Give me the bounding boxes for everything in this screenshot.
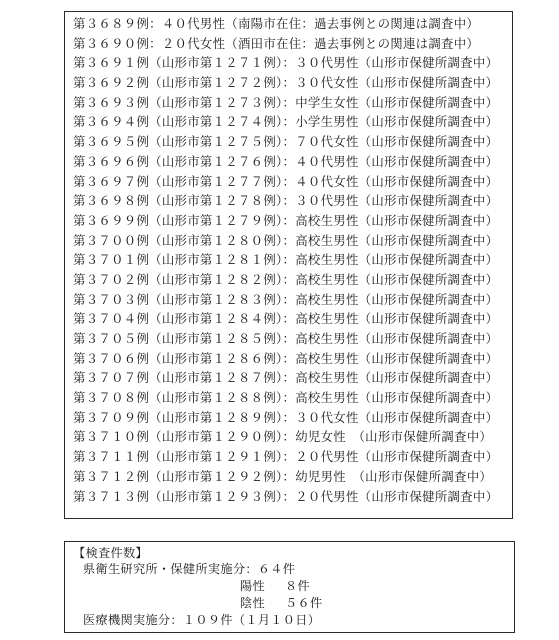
case-list	[64, 11, 513, 519]
case-row: 第３７０１例（山形市第１２８１例）：高校生男性（山形市保健所調査中）	[73, 252, 499, 268]
negative-label: 陰性	[240, 596, 265, 610]
case-row: 第３６９２例（山形市第１２７２例）：３０代女性（山形市保健所調査中）	[73, 75, 499, 91]
case-row: 第３７１２例（山形市第１２９２例）：幼児男性 （山形市保健所調査中）	[73, 468, 493, 484]
case-row: 第３７０８例（山形市第１２８８例）：高校生男性（山形市保健所調査中）	[73, 390, 499, 406]
case-row: 第３７１３例（山形市第１２９３例）：２０代男性（山形市保健所調査中）	[73, 488, 499, 504]
case-row: 第３７１１例（山形市第１２９１例）：２０代男性（山形市保健所調査中）	[73, 449, 499, 465]
negative-count	[240, 595, 322, 611]
case-row: 第３７００例（山形市第１２８０例）：高校生男性（山形市保健所調査中）	[73, 232, 499, 248]
case-row: 第３６８９例：４０代男性（南陽市在住：過去事例との関連は調査中）	[73, 16, 480, 31]
case-row: 第３６９６例（山形市第１２７６例）：４０代男性（山形市保健所調査中）	[73, 153, 499, 169]
case-row: 第３７０４例（山形市第１２８４例）：高校生男性（山形市保健所調査中）	[73, 311, 499, 327]
case-row: 第３６９８例（山形市第１２７８例）：３０代男性（山形市保健所調査中）	[73, 193, 499, 209]
case-row: 第３６９１例（山形市第１２７１例）：３０代男性（山形市保健所調査中）	[73, 55, 499, 71]
case-row: 第３７０７例（山形市第１２８７例）：高校生男性（山形市保健所調査中）	[73, 370, 499, 386]
positive-count	[240, 578, 310, 594]
case-row: 第３７０２例（山形市第１２８２例）：高校生男性（山形市保健所調査中）	[73, 271, 499, 287]
case-row: 第３６９５例（山形市第１２７５例）：７０代女性（山形市保健所調査中）	[73, 134, 499, 150]
case-row: 第３６９７例（山形市第１２７７例）：４０代女性（山形市保健所調査中）	[73, 173, 499, 189]
test-count-box	[64, 541, 515, 633]
positive-label: 陽性	[240, 579, 265, 593]
case-row: 第３６９３例（山形市第１２７３例）：中学生女性（山形市保健所調査中）	[73, 94, 499, 110]
case-row: 第３７０９例（山形市第１２８９例）：３０代女性（山形市保健所調査中）	[73, 409, 499, 425]
medical-test-count: 医療機関実施分：１０９件（１月１０日）	[83, 613, 321, 627]
case-row: 第３７１０例（山形市第１２９０例）：幼児女性 （山形市保健所調査中）	[73, 429, 493, 445]
test-count-title: 【検査件数】	[73, 546, 148, 560]
lab-test-count: 県衛生研究所・保健所実施分：６４件	[83, 562, 296, 576]
case-row: 第３７０６例（山形市第１２８６例）：高校生男性（山形市保健所調査中）	[73, 350, 499, 366]
negative-value: ５６件	[284, 596, 323, 610]
case-row: 第３６９４例（山形市第１２７４例）：小学生男性（山形市保健所調査中）	[73, 114, 499, 130]
case-row: 第３７０３例（山形市第１２８３例）：高校生男性（山形市保健所調査中）	[73, 291, 499, 307]
case-row: 第３６９９例（山形市第１２７９例）：高校生男性（山形市保健所調査中）	[73, 212, 499, 228]
case-row: 第３７０５例（山形市第１２８５例）：高校生男性（山形市保健所調査中）	[73, 331, 499, 346]
case-row: 第３６９０例：２０代女性（酒田市在住：過去事例との関連は調査中）	[73, 35, 480, 51]
positive-value: ８件	[284, 579, 310, 593]
